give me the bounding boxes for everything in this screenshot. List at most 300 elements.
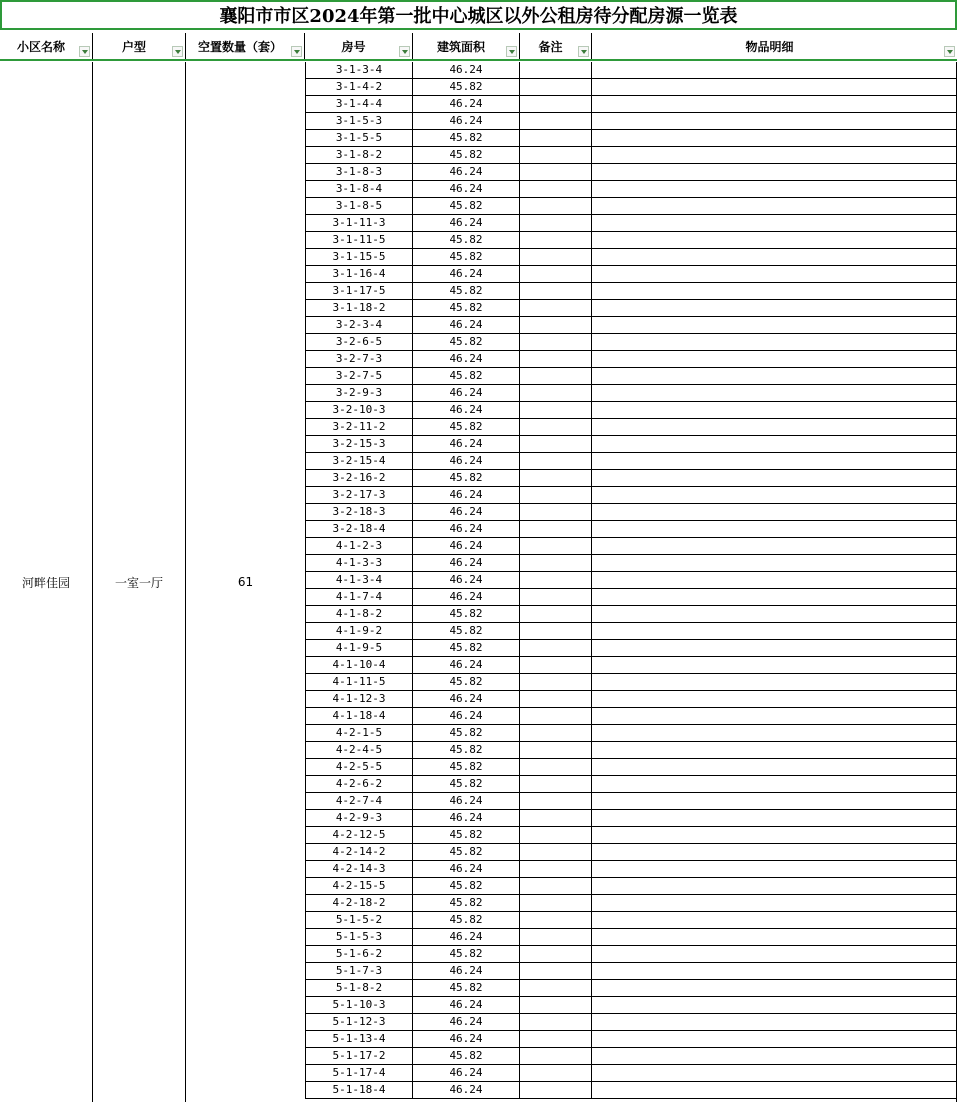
cell-room[interactable]: 5-1-7-3 — [305, 963, 413, 979]
filter-dropdown-icon[interactable] — [578, 46, 589, 57]
cell-area[interactable]: 45.82 — [413, 878, 520, 894]
cell-items[interactable] — [592, 589, 957, 605]
cell-area[interactable]: 46.24 — [413, 96, 520, 112]
cell-items[interactable] — [592, 164, 957, 180]
cell-items[interactable] — [592, 878, 957, 894]
cell-area[interactable]: 45.82 — [413, 419, 520, 435]
cell-room[interactable]: 4-1-12-3 — [305, 691, 413, 707]
cell-note[interactable] — [520, 164, 592, 180]
cell-note[interactable] — [520, 674, 592, 690]
header-community-label: 小区名称 — [16, 39, 65, 54]
cell-room[interactable]: 3-2-11-2 — [305, 419, 413, 435]
cell-items[interactable] — [592, 929, 957, 945]
cell-room[interactable]: 5-1-8-2 — [305, 980, 413, 996]
cell-items[interactable] — [592, 776, 957, 792]
cell-note[interactable] — [520, 776, 592, 792]
cell-layout[interactable] — [93, 62, 186, 1102]
cell-items[interactable] — [592, 691, 957, 707]
cell-area[interactable]: 46.24 — [413, 436, 520, 452]
cell-area[interactable]: 46.24 — [413, 62, 520, 78]
cell-note[interactable] — [520, 436, 592, 452]
cell-room[interactable]: 3-2-16-2 — [305, 470, 413, 486]
cell-room[interactable]: 5-1-6-2 — [305, 946, 413, 962]
cell-area[interactable]: 46.24 — [413, 861, 520, 877]
cell-items[interactable] — [592, 453, 957, 469]
cell-area[interactable]: 45.82 — [413, 827, 520, 843]
cell-room[interactable]: 3-2-18-4 — [305, 521, 413, 537]
cell-items[interactable] — [592, 980, 957, 996]
table-row — [305, 657, 957, 674]
cell-area[interactable]: 45.82 — [413, 674, 520, 690]
cell-items[interactable] — [592, 572, 957, 588]
cell-area[interactable]: 46.24 — [413, 402, 520, 418]
cell-area[interactable]: 45.82 — [413, 623, 520, 639]
table-row — [305, 487, 957, 504]
filter-dropdown-icon[interactable] — [506, 46, 517, 57]
cell-items[interactable] — [592, 96, 957, 112]
cell-area[interactable]: 46.24 — [413, 351, 520, 367]
cell-note[interactable] — [520, 929, 592, 945]
cell-area[interactable]: 46.24 — [413, 555, 520, 571]
cell-items[interactable] — [592, 385, 957, 401]
cell-area[interactable]: 45.82 — [413, 130, 520, 146]
header-layout-label: 户型 — [121, 39, 146, 54]
cell-area[interactable]: 46.24 — [413, 572, 520, 588]
cell-area[interactable]: 45.82 — [413, 640, 520, 656]
cell-area[interactable]: 46.24 — [413, 487, 520, 503]
cell-items[interactable] — [592, 368, 957, 384]
cell-note[interactable] — [520, 300, 592, 316]
cell-note[interactable] — [520, 487, 592, 503]
cell-note[interactable] — [520, 334, 592, 350]
cell-area[interactable]: 45.82 — [413, 79, 520, 95]
cell-items[interactable] — [592, 1031, 957, 1047]
cell-note[interactable] — [520, 130, 592, 146]
cell-area[interactable]: 45.82 — [413, 334, 520, 350]
cell-area[interactable]: 45.82 — [413, 198, 520, 214]
table-row — [305, 147, 957, 164]
cell-room[interactable]: 4-1-9-2 — [305, 623, 413, 639]
cell-items[interactable] — [592, 827, 957, 843]
table-row — [305, 1014, 957, 1031]
cell-note[interactable] — [520, 912, 592, 928]
cell-note[interactable] — [520, 708, 592, 724]
cell-room[interactable]: 3-2-15-3 — [305, 436, 413, 452]
community-name: 河畔佳园 — [21, 575, 70, 590]
cell-room[interactable]: 4-2-14-3 — [305, 861, 413, 877]
cell-area[interactable]: 46.24 — [413, 997, 520, 1013]
table-row — [305, 266, 957, 283]
header-note-label: 备注 — [538, 39, 563, 54]
cell-items[interactable] — [592, 351, 957, 367]
cell-area[interactable]: 46.24 — [413, 385, 520, 401]
cell-area[interactable]: 46.24 — [413, 215, 520, 231]
cell-items[interactable] — [592, 946, 957, 962]
cell-area[interactable]: 45.82 — [413, 283, 520, 299]
table-row — [305, 895, 957, 912]
table-row — [305, 470, 957, 487]
filter-dropdown-icon[interactable] — [291, 46, 302, 57]
filter-dropdown-icon[interactable] — [944, 46, 955, 57]
cell-note[interactable] — [520, 946, 592, 962]
cell-area[interactable]: 46.24 — [413, 793, 520, 809]
cell-note[interactable] — [520, 419, 592, 435]
table-row — [305, 1082, 957, 1099]
cell-room[interactable]: 4-2-6-2 — [305, 776, 413, 792]
cell-note[interactable] — [520, 181, 592, 197]
cell-note[interactable] — [520, 385, 592, 401]
cell-area[interactable]: 45.82 — [413, 759, 520, 775]
cell-note[interactable] — [520, 759, 592, 775]
cell-room[interactable]: 4-2-12-5 — [305, 827, 413, 843]
header-note[interactable] — [520, 33, 592, 59]
cell-items[interactable] — [592, 725, 957, 741]
cell-room[interactable]: 3-1-17-5 — [305, 283, 413, 299]
cell-items[interactable] — [592, 266, 957, 282]
cell-items[interactable] — [592, 521, 957, 537]
cell-items[interactable] — [592, 317, 957, 333]
cell-items[interactable] — [592, 402, 957, 418]
cell-area[interactable]: 46.24 — [413, 317, 520, 333]
cell-note[interactable] — [520, 402, 592, 418]
cell-note[interactable] — [520, 555, 592, 571]
cell-note[interactable] — [520, 453, 592, 469]
cell-area[interactable]: 45.82 — [413, 249, 520, 265]
cell-note[interactable] — [520, 691, 592, 707]
cell-items[interactable] — [592, 623, 957, 639]
cell-items[interactable] — [592, 419, 957, 435]
cell-items[interactable] — [592, 147, 957, 163]
cell-room[interactable]: 3-2-10-3 — [305, 402, 413, 418]
table-row — [305, 1048, 957, 1065]
table-row — [305, 249, 957, 266]
cell-note[interactable] — [520, 725, 592, 741]
cell-note[interactable] — [520, 742, 592, 758]
cell-items[interactable] — [592, 470, 957, 486]
filter-dropdown-icon[interactable] — [172, 46, 183, 57]
cell-note[interactable] — [520, 147, 592, 163]
cell-items[interactable] — [592, 215, 957, 231]
cell-note[interactable] — [520, 963, 592, 979]
cell-note[interactable] — [520, 198, 592, 214]
cell-room[interactable]: 3-1-16-4 — [305, 266, 413, 282]
cell-room[interactable]: 3-2-17-3 — [305, 487, 413, 503]
cell-area[interactable]: 45.82 — [413, 1048, 520, 1064]
table-row — [305, 79, 957, 96]
table-row — [305, 419, 957, 436]
cell-items[interactable] — [592, 538, 957, 554]
header-room[interactable] — [305, 33, 413, 59]
filter-dropdown-icon[interactable] — [79, 46, 90, 57]
cell-items[interactable] — [592, 113, 957, 129]
cell-area[interactable]: 45.82 — [413, 742, 520, 758]
cell-note[interactable] — [520, 895, 592, 911]
cell-room[interactable]: 4-2-4-5 — [305, 742, 413, 758]
cell-note[interactable] — [520, 62, 592, 78]
cell-room[interactable]: 3-1-11-3 — [305, 215, 413, 231]
cell-items[interactable] — [592, 640, 957, 656]
table-row — [305, 538, 957, 555]
cell-area[interactable]: 46.24 — [413, 691, 520, 707]
cell-area[interactable]: 46.24 — [413, 708, 520, 724]
cell-note[interactable] — [520, 623, 592, 639]
cell-area[interactable]: 46.24 — [413, 113, 520, 129]
cell-room[interactable]: 3-1-8-2 — [305, 147, 413, 163]
header-area[interactable] — [413, 33, 520, 59]
cell-note[interactable] — [520, 79, 592, 95]
cell-items[interactable] — [592, 504, 957, 520]
cell-note[interactable] — [520, 249, 592, 265]
cell-room[interactable]: 4-1-7-4 — [305, 589, 413, 605]
table-row — [305, 453, 957, 470]
table-row — [305, 334, 957, 351]
cell-items[interactable] — [592, 708, 957, 724]
table-row — [305, 997, 957, 1014]
cell-items[interactable] — [592, 1065, 957, 1081]
table-row — [305, 776, 957, 793]
cell-area[interactable]: 45.82 — [413, 300, 520, 316]
header-vacant[interactable] — [186, 33, 305, 59]
cell-items[interactable] — [592, 436, 957, 452]
cell-note[interactable] — [520, 521, 592, 537]
cell-room[interactable]: 5-1-18-4 — [305, 1082, 413, 1098]
cell-room[interactable]: 4-1-3-4 — [305, 572, 413, 588]
cell-note[interactable] — [520, 96, 592, 112]
cell-area[interactable]: 45.82 — [413, 470, 520, 486]
cell-room[interactable]: 4-1-10-4 — [305, 657, 413, 673]
cell-area[interactable]: 45.82 — [413, 368, 520, 384]
vacant-count: 61 — [237, 575, 254, 589]
cell-community[interactable] — [0, 62, 93, 1102]
table-row — [305, 113, 957, 130]
cell-note[interactable] — [520, 1082, 592, 1098]
cell-room[interactable]: 3-1-5-3 — [305, 113, 413, 129]
cell-area[interactable]: 45.82 — [413, 232, 520, 248]
cell-note[interactable] — [520, 1065, 592, 1081]
cell-items[interactable] — [592, 895, 957, 911]
cell-room[interactable]: 4-2-18-2 — [305, 895, 413, 911]
cell-area[interactable]: 46.24 — [413, 1082, 520, 1098]
cell-area[interactable]: 45.82 — [413, 606, 520, 622]
cell-room[interactable]: 3-1-4-2 — [305, 79, 413, 95]
cell-note[interactable] — [520, 878, 592, 894]
cell-note[interactable] — [520, 504, 592, 520]
cell-area[interactable]: 45.82 — [413, 776, 520, 792]
cell-room[interactable]: 3-2-7-5 — [305, 368, 413, 384]
cell-room[interactable]: 3-2-3-4 — [305, 317, 413, 333]
cell-area[interactable]: 46.24 — [413, 963, 520, 979]
grid-right-border — [956, 62, 957, 1102]
cell-area[interactable]: 46.24 — [413, 181, 520, 197]
cell-note[interactable] — [520, 572, 592, 588]
header-community[interactable] — [0, 33, 93, 59]
cell-area[interactable]: 46.24 — [413, 164, 520, 180]
cell-room[interactable]: 3-2-18-3 — [305, 504, 413, 520]
table-row — [305, 963, 957, 980]
cell-items[interactable] — [592, 334, 957, 350]
cell-items[interactable] — [592, 742, 957, 758]
cell-note[interactable] — [520, 351, 592, 367]
cell-room[interactable]: 3-1-3-4 — [305, 62, 413, 78]
cell-room[interactable]: 3-2-7-3 — [305, 351, 413, 367]
cell-room[interactable]: 3-2-9-3 — [305, 385, 413, 401]
cell-room[interactable]: 4-2-7-4 — [305, 793, 413, 809]
cell-room[interactable]: 4-1-2-3 — [305, 538, 413, 554]
cell-area[interactable]: 46.24 — [413, 521, 520, 537]
cell-area[interactable]: 45.82 — [413, 844, 520, 860]
cell-room[interactable]: 4-1-8-2 — [305, 606, 413, 622]
cell-room[interactable]: 4-1-3-3 — [305, 555, 413, 571]
cell-note[interactable] — [520, 640, 592, 656]
cell-area[interactable]: 46.24 — [413, 810, 520, 826]
cell-room[interactable]: 3-2-6-5 — [305, 334, 413, 350]
cell-room[interactable]: 4-1-18-4 — [305, 708, 413, 724]
cell-note[interactable] — [520, 657, 592, 673]
cell-items[interactable] — [592, 249, 957, 265]
cell-note[interactable] — [520, 317, 592, 333]
cell-items[interactable] — [592, 606, 957, 622]
room-rows — [305, 62, 957, 1099]
table-row — [305, 130, 957, 147]
table-row — [305, 793, 957, 810]
table-row — [305, 1065, 957, 1082]
cell-area[interactable]: 45.82 — [413, 725, 520, 741]
cell-items[interactable] — [592, 181, 957, 197]
cell-room[interactable]: 3-1-15-5 — [305, 249, 413, 265]
cell-note[interactable] — [520, 1014, 592, 1030]
cell-note[interactable] — [520, 1048, 592, 1064]
cell-room[interactable]: 3-2-15-4 — [305, 453, 413, 469]
cell-note[interactable] — [520, 997, 592, 1013]
cell-area[interactable]: 45.82 — [413, 912, 520, 928]
header-items[interactable] — [592, 33, 957, 59]
cell-note[interactable] — [520, 793, 592, 809]
cell-items[interactable] — [592, 232, 957, 248]
cell-note[interactable] — [520, 283, 592, 299]
cell-items[interactable] — [592, 912, 957, 928]
cell-area[interactable]: 46.24 — [413, 929, 520, 945]
cell-note[interactable] — [520, 470, 592, 486]
table-row — [305, 844, 957, 861]
cell-room[interactable]: 4-2-9-3 — [305, 810, 413, 826]
filter-dropdown-icon[interactable] — [399, 46, 410, 57]
cell-room[interactable]: 5-1-17-4 — [305, 1065, 413, 1081]
cell-area[interactable]: 45.82 — [413, 946, 520, 962]
cell-items[interactable] — [592, 555, 957, 571]
cell-room[interactable]: 5-1-17-2 — [305, 1048, 413, 1064]
cell-items[interactable] — [592, 997, 957, 1013]
cell-items[interactable] — [592, 657, 957, 673]
cell-room[interactable]: 3-1-8-5 — [305, 198, 413, 214]
cell-items[interactable] — [592, 79, 957, 95]
cell-room[interactable]: 4-2-5-5 — [305, 759, 413, 775]
cell-room[interactable]: 3-1-18-2 — [305, 300, 413, 316]
cell-note[interactable] — [520, 215, 592, 231]
cell-note[interactable] — [520, 266, 592, 282]
cell-area[interactable]: 46.24 — [413, 504, 520, 520]
cell-items[interactable] — [592, 1082, 957, 1098]
cell-area[interactable]: 46.24 — [413, 1065, 520, 1081]
cell-area[interactable]: 46.24 — [413, 453, 520, 469]
header-layout[interactable] — [93, 33, 186, 59]
cell-note[interactable] — [520, 827, 592, 843]
cell-room[interactable]: 5-1-5-2 — [305, 912, 413, 928]
cell-items[interactable] — [592, 810, 957, 826]
cell-note[interactable] — [520, 538, 592, 554]
cell-items[interactable] — [592, 62, 957, 78]
table-row — [305, 198, 957, 215]
cell-room[interactable]: 4-1-11-5 — [305, 674, 413, 690]
cell-items[interactable] — [592, 283, 957, 299]
cell-room[interactable]: 4-1-9-5 — [305, 640, 413, 656]
cell-room[interactable]: 4-2-1-5 — [305, 725, 413, 741]
cell-area[interactable]: 46.24 — [413, 1014, 520, 1030]
cell-items[interactable] — [592, 198, 957, 214]
cell-room[interactable]: 3-1-8-3 — [305, 164, 413, 180]
cell-items[interactable] — [592, 1048, 957, 1064]
cell-note[interactable] — [520, 589, 592, 605]
cell-room[interactable]: 4-2-15-5 — [305, 878, 413, 894]
cell-note[interactable] — [520, 113, 592, 129]
cell-area[interactable]: 46.24 — [413, 266, 520, 282]
header-row — [0, 33, 957, 61]
cell-room[interactable]: 3-1-11-5 — [305, 232, 413, 248]
cell-room[interactable]: 5-1-12-3 — [305, 1014, 413, 1030]
cell-items[interactable] — [592, 130, 957, 146]
cell-area[interactable]: 46.24 — [413, 1031, 520, 1047]
cell-items[interactable] — [592, 487, 957, 503]
table-row — [305, 368, 957, 385]
cell-room[interactable]: 4-2-14-2 — [305, 844, 413, 860]
cell-area[interactable]: 45.82 — [413, 980, 520, 996]
cell-items[interactable] — [592, 1014, 957, 1030]
cell-items[interactable] — [592, 793, 957, 809]
cell-items[interactable] — [592, 963, 957, 979]
cell-note[interactable] — [520, 1031, 592, 1047]
table-row — [305, 929, 957, 946]
cell-room[interactable]: 3-1-8-4 — [305, 181, 413, 197]
table-row — [305, 504, 957, 521]
cell-vacant[interactable] — [186, 62, 305, 1102]
cell-note[interactable] — [520, 844, 592, 860]
cell-room[interactable]: 3-1-5-5 — [305, 130, 413, 146]
cell-note[interactable] — [520, 861, 592, 877]
cell-note[interactable] — [520, 232, 592, 248]
cell-note[interactable] — [520, 810, 592, 826]
cell-room[interactable]: 3-1-4-4 — [305, 96, 413, 112]
cell-room[interactable]: 5-1-5-3 — [305, 929, 413, 945]
cell-area[interactable]: 45.82 — [413, 895, 520, 911]
cell-room[interactable]: 5-1-10-3 — [305, 997, 413, 1013]
cell-area[interactable]: 46.24 — [413, 538, 520, 554]
cell-items[interactable] — [592, 861, 957, 877]
cell-items[interactable] — [592, 674, 957, 690]
cell-items[interactable] — [592, 759, 957, 775]
sheet-title[interactable] — [0, 0, 957, 30]
table-row — [305, 572, 957, 589]
header-area-label: 建筑面积 — [436, 39, 485, 54]
cell-items[interactable] — [592, 844, 957, 860]
cell-items[interactable] — [592, 300, 957, 316]
cell-note[interactable] — [520, 368, 592, 384]
cell-note[interactable] — [520, 980, 592, 996]
cell-area[interactable]: 46.24 — [413, 589, 520, 605]
cell-area[interactable]: 46.24 — [413, 657, 520, 673]
table-row — [305, 980, 957, 997]
cell-room[interactable]: 5-1-13-4 — [305, 1031, 413, 1047]
cell-area[interactable]: 45.82 — [413, 147, 520, 163]
cell-note[interactable] — [520, 606, 592, 622]
